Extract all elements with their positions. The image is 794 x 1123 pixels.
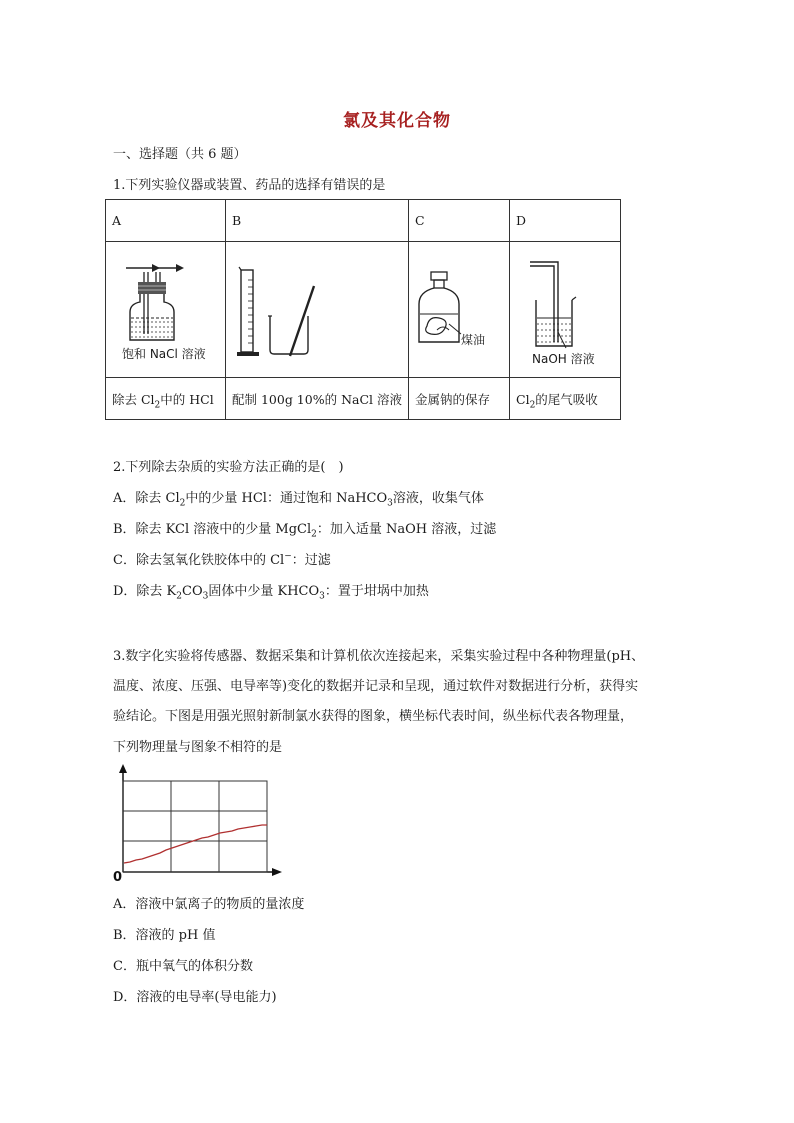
- question-3-option-a: A．溶液中氯离子的物质的量浓度: [113, 897, 305, 912]
- header-a: A: [106, 200, 226, 242]
- figure-a-label: 饱和 NaCl 溶液: [122, 347, 206, 361]
- header-c: C: [409, 200, 510, 242]
- graph-curve: [124, 825, 267, 863]
- question-2-option-a: A．除去 $Cl_2$中的少量 HCl：通过饱和 NaHCO$_3$溶液，收集气体: [113, 491, 484, 509]
- question-2-option-c: C．除去氢氧化铁胶体中的 Cl−：过滤: [113, 551, 331, 568]
- section-heading: 一、选择题（共 6 题）: [113, 147, 247, 162]
- desc-a: 除去 $Cl_2$中的 HCl: [106, 378, 226, 420]
- question-1-table: [105, 199, 621, 420]
- graph-y-arrow: [119, 764, 127, 773]
- question-3-option-d: D．溶液的电导率(导电能力): [113, 990, 277, 1005]
- image-cell-c: [409, 242, 510, 378]
- image-cell-d: [510, 242, 621, 378]
- image-cell-b: [226, 242, 409, 378]
- graph-x-arrow: [272, 868, 282, 876]
- question-1-stem: 1.下列实验仪器或装置、药品的选择有错误的是: [113, 178, 386, 193]
- header-d: D: [510, 200, 621, 242]
- figure-d-label: NaOH 溶液: [532, 352, 595, 366]
- graph-origin-label: 0: [113, 870, 123, 884]
- chlorine-water-graph: [110, 764, 285, 884]
- desc-c: 金属钠的保存: [409, 378, 510, 420]
- question-2-option-d: D．除去 $K_2CO_3$固体中少量 $KHCO_3$：置于坩埚中加热: [113, 584, 429, 602]
- question-2-stem: 2.下列除去杂质的实验方法正确的是( ): [113, 460, 344, 475]
- desc-d: $Cl_2$的尾气吸收: [510, 378, 621, 420]
- header-b: B: [226, 200, 409, 242]
- desc-b: 配制 100g 10%的 NaCl 溶液: [226, 378, 409, 420]
- figure-c-label: 煤油: [461, 333, 486, 347]
- cylinder-and-beaker-figure: [226, 242, 407, 377]
- question-3-option-c: C．瓶中氧气的体积分数: [113, 959, 253, 974]
- question-2-option-b: B．除去 KCl 溶液中的少量 MgCl$_2$：加入适量 NaOH 溶液，过滤: [113, 522, 497, 540]
- image-cell-a: [106, 242, 226, 378]
- question-3-line-3: 验结论。下图是用强光照射新制氯水获得的图象，横坐标代表时间，纵坐标代表各物理量，: [113, 709, 634, 724]
- question-3-line-1: 3.数字化实验将传感器、数据采集和计算机依次连接起来，采集实验过程中各种物理量(pH、: [113, 649, 645, 664]
- reagent-bottle-figure: [409, 242, 509, 377]
- question-3-line-2: 温度、浓度、压强、电导率等)变化的数据并记录和呈现，通过软件对数据进行分析，获得实: [113, 679, 639, 694]
- question-3-option-b: B．溶液的 pH 值: [113, 928, 216, 943]
- question-3-line-4: 下列物理量与图象不相符的是: [113, 740, 283, 755]
- page-title: 氯及其化合物: [343, 111, 451, 131]
